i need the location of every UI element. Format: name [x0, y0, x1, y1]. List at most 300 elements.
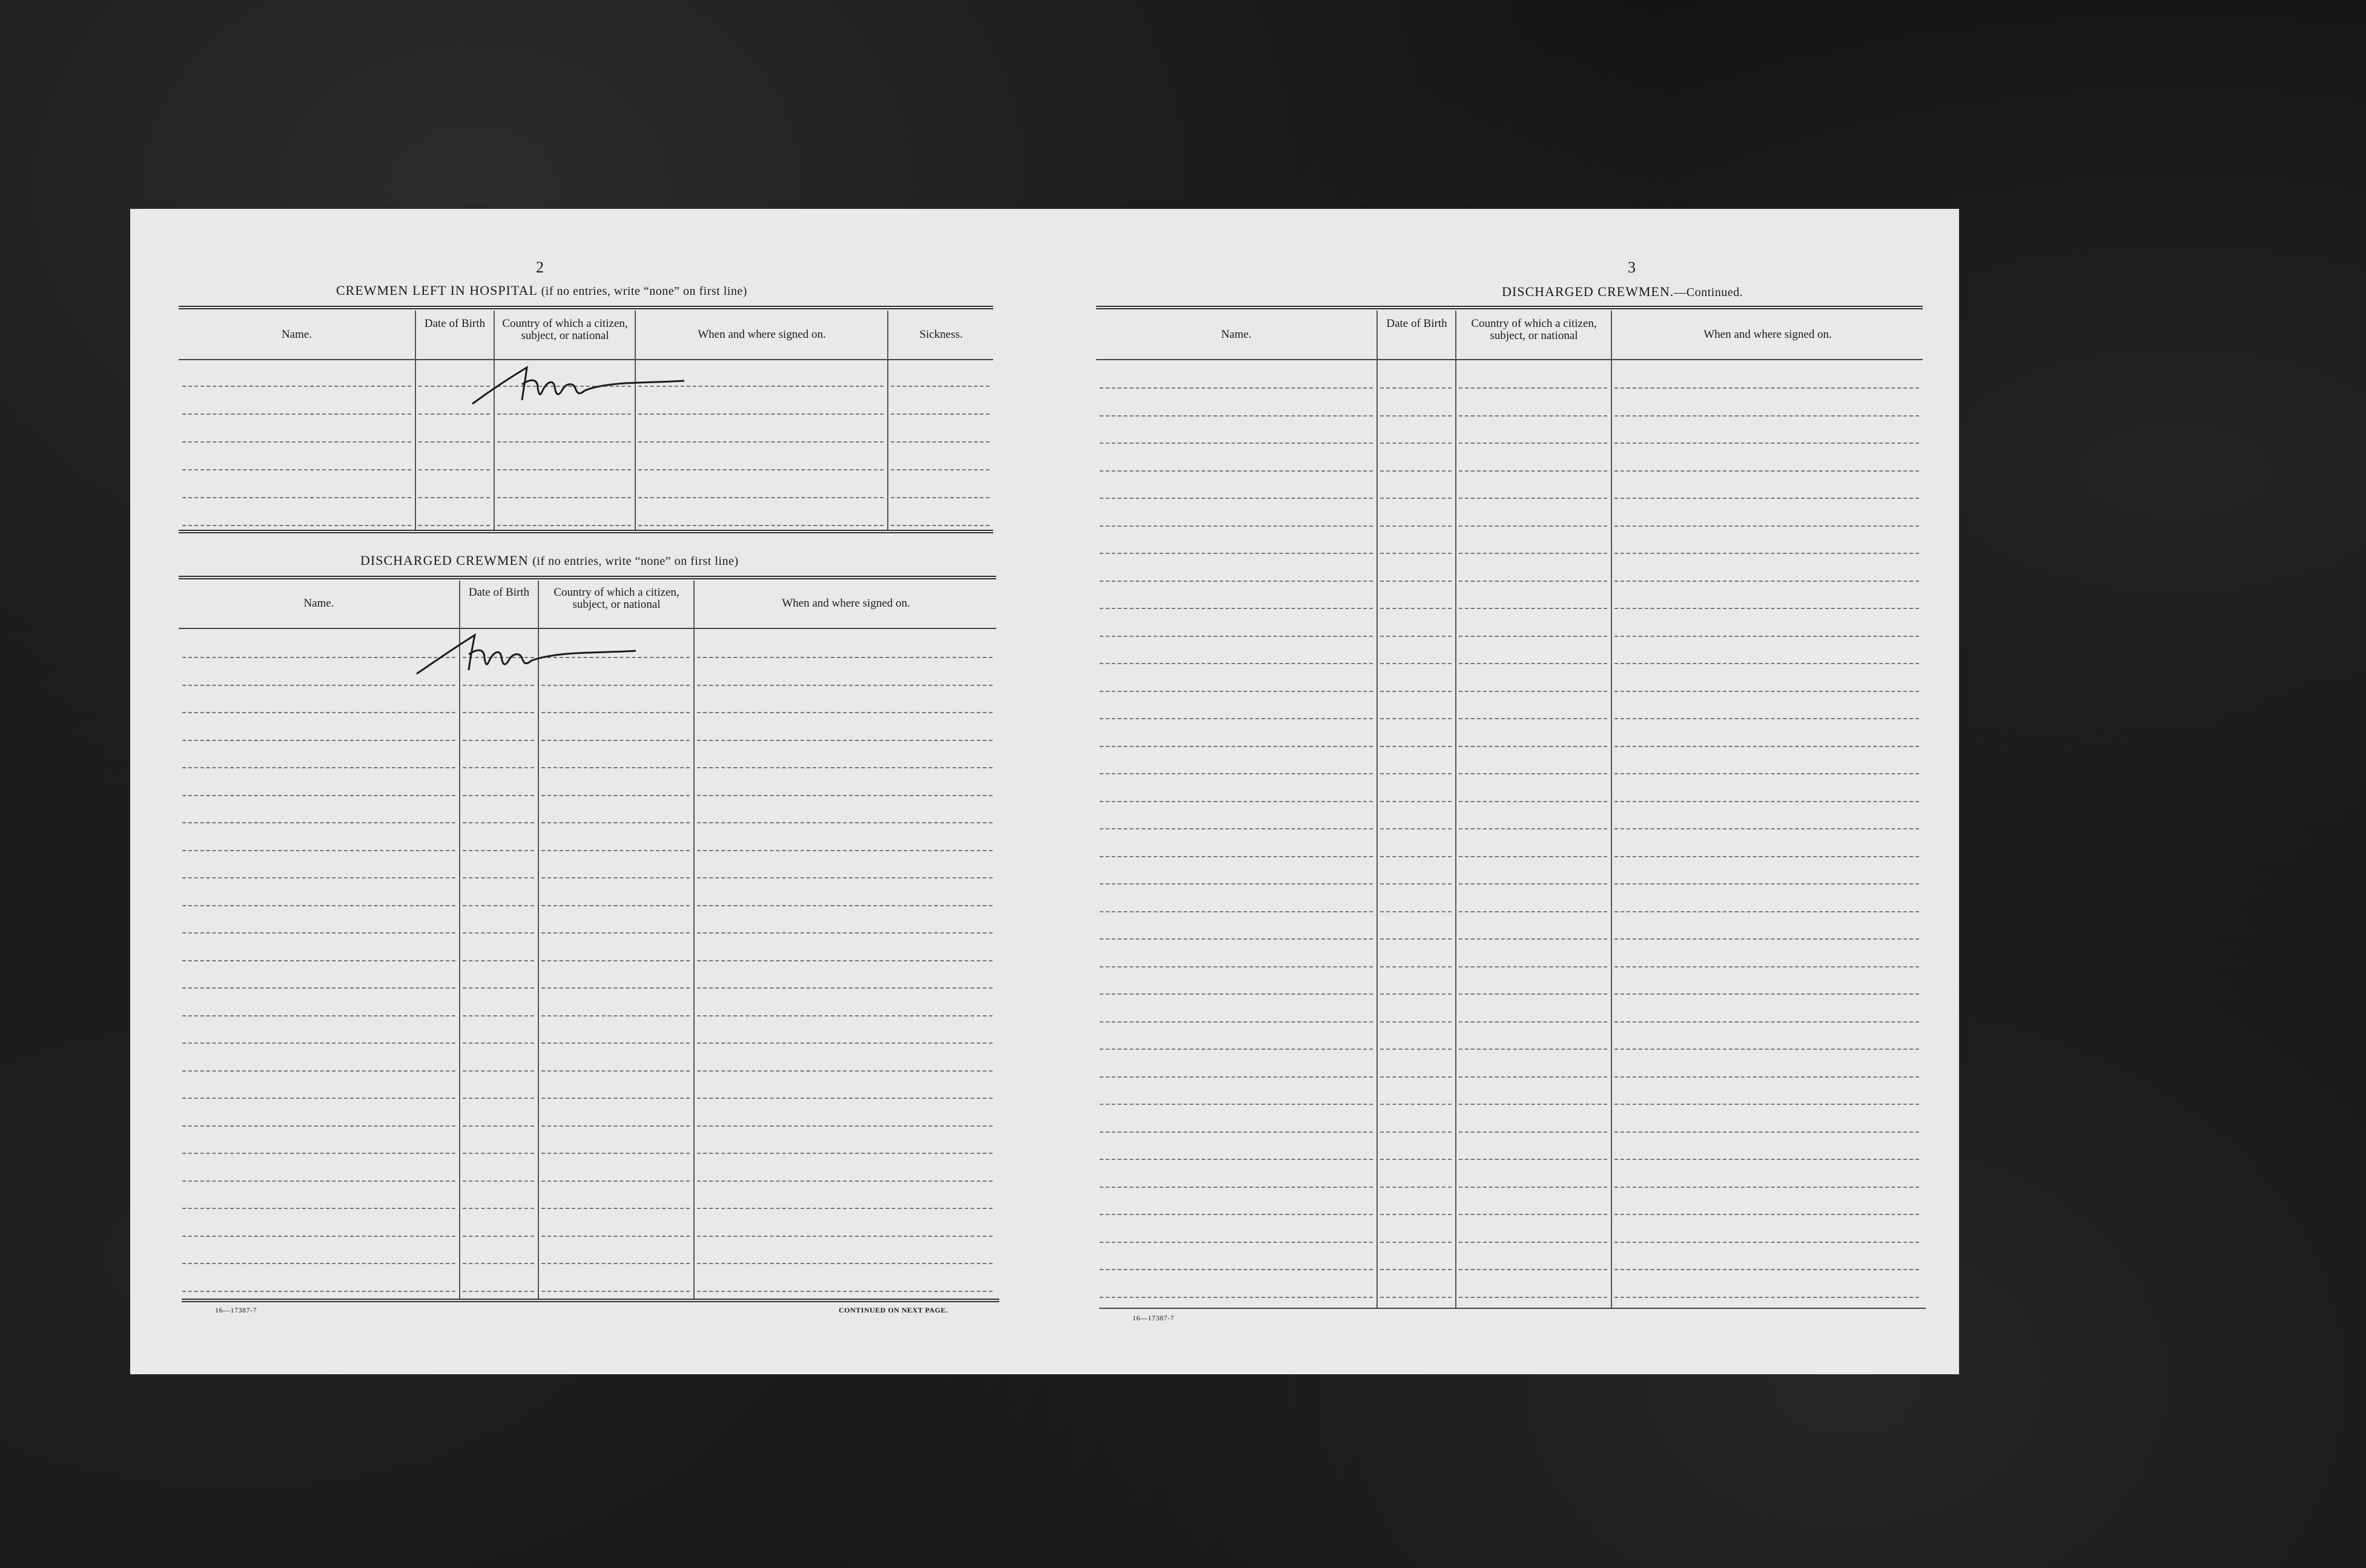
discharged-title-main: DISCHARGED CREWMEN	[360, 553, 529, 568]
right-col-divider	[1376, 311, 1378, 1308]
entry-line	[541, 1098, 690, 1099]
entry-line	[891, 525, 990, 526]
right-title-suffix: —Continued.	[1674, 286, 1743, 299]
entry-line	[1380, 1187, 1452, 1188]
entry-line	[463, 1236, 534, 1237]
entry-line	[1100, 1021, 1373, 1023]
entry-line	[1100, 911, 1373, 912]
entry-line	[697, 932, 993, 934]
entry-line	[1380, 938, 1452, 940]
entry-line	[1380, 993, 1452, 995]
entry-line	[1459, 1132, 1607, 1133]
entry-line	[697, 1098, 993, 1099]
entry-line	[1100, 993, 1373, 995]
entry-line	[1100, 938, 1373, 940]
discharged-col-name: Name.	[303, 597, 334, 610]
entry-line	[697, 960, 993, 961]
entry-line	[541, 1291, 690, 1292]
entry-line	[1614, 718, 1919, 719]
entry-line	[1380, 883, 1452, 884]
entry-line	[1100, 581, 1373, 582]
entry-line	[638, 441, 884, 443]
entry-line	[182, 497, 411, 498]
entry-line	[1614, 938, 1919, 940]
entry-line	[1100, 608, 1373, 609]
right-col-signed-on: When and where signed on.	[1703, 328, 1832, 341]
entry-line	[1614, 387, 1919, 389]
right-header-rule	[1096, 359, 1923, 360]
entry-line	[182, 877, 455, 878]
entry-line	[1459, 938, 1607, 940]
entry-line	[697, 1208, 993, 1209]
form-sheet	[130, 209, 1959, 1374]
entry-line	[541, 932, 690, 934]
entry-line	[1380, 1132, 1452, 1133]
entry-line	[1100, 525, 1373, 527]
entry-line	[1100, 415, 1373, 417]
entry-line	[541, 767, 690, 768]
entry-line	[541, 1236, 690, 1237]
entry-line	[1380, 966, 1452, 967]
entry-line	[1100, 1132, 1373, 1133]
entry-line	[638, 469, 884, 470]
discharged-col-divider	[693, 581, 695, 1299]
entry-line	[541, 712, 690, 713]
entry-line	[463, 1043, 534, 1044]
entry-line	[1100, 856, 1373, 857]
entry-line	[697, 1015, 993, 1016]
entry-line	[182, 1181, 455, 1182]
entry-line	[697, 685, 993, 686]
entry-line	[1100, 718, 1373, 719]
hospital-section-title	[336, 283, 747, 298]
entry-line	[463, 795, 534, 796]
entry-line	[1614, 663, 1919, 664]
entry-line	[1100, 1049, 1373, 1050]
hospital-col-sickness: Sickness.	[919, 328, 963, 341]
continued-note: CONTINUED ON NEXT PAGE.	[839, 1306, 948, 1314]
entry-line	[1380, 415, 1452, 417]
entry-line	[541, 1043, 690, 1044]
entry-line	[463, 1098, 534, 1099]
entry-line	[697, 822, 993, 823]
entry-line	[1614, 746, 1919, 747]
entry-line	[541, 822, 690, 823]
entry-line	[1614, 1132, 1919, 1133]
entry-line	[1380, 1242, 1452, 1243]
entry-line	[463, 960, 534, 961]
left-page	[130, 209, 1069, 1374]
entry-line	[182, 1098, 455, 1099]
entry-line	[463, 1015, 534, 1016]
entry-line	[497, 469, 631, 470]
page-number-left: 2	[536, 259, 544, 276]
entry-line	[1459, 1159, 1607, 1160]
entry-line	[463, 740, 534, 741]
entry-line	[1459, 387, 1607, 389]
entry-line	[182, 1015, 455, 1016]
entry-line	[463, 1125, 534, 1127]
right-page	[1078, 209, 1959, 1374]
entry-line	[1100, 1187, 1373, 1188]
entry-line	[697, 712, 993, 713]
entry-line	[1459, 883, 1607, 884]
entry-line	[1614, 966, 1919, 967]
entry-line	[1459, 966, 1607, 967]
discharged-top-rule	[179, 576, 996, 579]
discharged-bottom-rule	[182, 1299, 999, 1302]
entry-line	[1459, 581, 1607, 582]
right-title-main: DISCHARGED CREWMEN.	[1502, 284, 1674, 299]
entry-line	[182, 386, 411, 387]
entry-line	[697, 1236, 993, 1237]
entry-line	[1380, 387, 1452, 389]
entry-line	[1100, 1214, 1373, 1215]
entry-line	[182, 905, 455, 906]
entry-line	[541, 1181, 690, 1182]
entry-line	[1459, 1269, 1607, 1270]
entry-line	[1614, 1021, 1919, 1023]
entry-line	[541, 987, 690, 989]
entry-line	[541, 960, 690, 961]
entry-line	[541, 1070, 690, 1072]
entry-line	[891, 386, 990, 387]
entry-line	[1459, 746, 1607, 747]
entry-line	[182, 1043, 455, 1044]
entry-line	[182, 740, 455, 741]
entry-line	[1614, 608, 1919, 609]
entry-line	[497, 497, 631, 498]
discharged-col-country: Country of which a citizen, subject, or national	[553, 586, 679, 611]
entry-line	[1459, 1076, 1607, 1078]
entry-line	[182, 1291, 455, 1292]
entry-line	[1380, 1159, 1452, 1160]
entry-line	[418, 441, 490, 443]
entry-line	[541, 1153, 690, 1154]
entry-line	[1614, 691, 1919, 692]
entry-line	[1614, 525, 1919, 527]
entry-line	[1380, 1269, 1452, 1270]
discharged-col-signed-on: When and where signed on.	[782, 597, 910, 610]
entry-line	[1614, 470, 1919, 472]
entry-line	[1459, 993, 1607, 995]
hospital-top-rule	[179, 306, 993, 309]
entry-line	[697, 1153, 993, 1154]
right-col-divider	[1455, 311, 1456, 1308]
entry-line	[697, 740, 993, 741]
entry-line	[182, 712, 455, 713]
entry-line	[1459, 498, 1607, 499]
entry-line	[891, 441, 990, 443]
entry-line	[418, 525, 490, 526]
entry-line	[1380, 773, 1452, 774]
entry-line	[1380, 691, 1452, 692]
entry-line	[541, 1208, 690, 1209]
entry-line	[1100, 470, 1373, 472]
entry-line	[1459, 1187, 1607, 1188]
entry-line	[697, 767, 993, 768]
entry-line	[1614, 636, 1919, 637]
discharged-col-divider	[538, 581, 539, 1299]
entry-line	[1459, 636, 1607, 637]
entry-line	[1459, 525, 1607, 527]
entry-line	[1380, 828, 1452, 829]
entry-line	[541, 850, 690, 851]
entry-line	[1380, 1104, 1452, 1105]
entry-line	[182, 822, 455, 823]
entry-line	[1614, 581, 1919, 582]
entry-line	[1380, 856, 1452, 857]
entry-line	[541, 1263, 690, 1264]
entry-line	[1380, 498, 1452, 499]
entry-line	[1380, 1214, 1452, 1215]
entry-line	[1100, 1159, 1373, 1160]
discharged-none-signature	[412, 627, 642, 681]
hospital-col-country: Country of which a citizen, subject, or national	[502, 317, 628, 342]
entry-line	[1380, 608, 1452, 609]
entry-line	[638, 525, 884, 526]
entry-line	[1459, 1297, 1607, 1298]
entry-line	[182, 960, 455, 961]
entry-line	[1100, 498, 1373, 499]
entry-line	[1380, 1049, 1452, 1050]
entry-line	[1100, 1297, 1373, 1298]
hospital-none-signature	[466, 360, 690, 415]
entry-line	[182, 441, 411, 443]
entry-line	[463, 1291, 534, 1292]
entry-line	[541, 1015, 690, 1016]
entry-line	[1614, 1104, 1919, 1105]
page-number-right: 3	[1628, 259, 1636, 276]
hospital-col-name: Name.	[281, 328, 312, 341]
entry-line	[1459, 470, 1607, 472]
entry-line	[697, 657, 993, 658]
entry-line	[182, 525, 411, 526]
entry-line	[1614, 415, 1919, 417]
right-col-dob: Date of Birth	[1386, 317, 1447, 330]
entry-line	[463, 1070, 534, 1072]
entry-line	[1380, 801, 1452, 802]
entry-line	[1459, 1214, 1607, 1215]
entry-line	[1459, 1242, 1607, 1243]
entry-line	[541, 795, 690, 796]
entry-line	[463, 685, 534, 686]
entry-line	[697, 905, 993, 906]
entry-line	[1100, 883, 1373, 884]
hospital-bottom-rule	[179, 530, 993, 533]
entry-line	[182, 1153, 455, 1154]
entry-line	[1459, 608, 1607, 609]
entry-line	[1614, 883, 1919, 884]
discharged-col-dob: Date of Birth	[468, 586, 530, 599]
entry-line	[182, 987, 455, 989]
entry-line	[1459, 718, 1607, 719]
entry-line	[1459, 553, 1607, 554]
entry-line	[1614, 993, 1919, 995]
right-col-name: Name.	[1221, 328, 1252, 341]
entry-line	[1100, 387, 1373, 389]
entry-line	[697, 1125, 993, 1127]
entry-line	[697, 1181, 993, 1182]
entry-line	[1100, 801, 1373, 802]
entry-line	[182, 767, 455, 768]
entry-line	[697, 850, 993, 851]
form-number-right: 16—17387-7	[1132, 1314, 1174, 1322]
entry-line	[1614, 828, 1919, 829]
discharged-col-divider	[459, 581, 460, 1299]
entry-line	[1614, 1297, 1919, 1298]
entry-line	[1614, 911, 1919, 912]
entry-line	[182, 795, 455, 796]
entry-line	[497, 525, 631, 526]
hospital-title-subtitle: (if no entries, write “none” on first line)	[541, 285, 747, 298]
entry-line	[463, 850, 534, 851]
entry-line	[182, 1070, 455, 1072]
hospital-col-dob: Date of Birth	[424, 317, 486, 330]
hospital-title-main: CREWMEN LEFT IN HOSPITAL	[336, 283, 538, 298]
entry-line	[1459, 443, 1607, 444]
entry-line	[1459, 828, 1607, 829]
entry-line	[463, 1181, 534, 1182]
entry-line	[1614, 443, 1919, 444]
right-top-rule	[1096, 306, 1923, 309]
entry-line	[1614, 1214, 1919, 1215]
entry-line	[1380, 663, 1452, 664]
entry-line	[497, 441, 631, 443]
entry-line	[697, 987, 993, 989]
entry-line	[1380, 911, 1452, 912]
entry-line	[1459, 773, 1607, 774]
entry-line	[1100, 636, 1373, 637]
entry-line	[1100, 663, 1373, 664]
entry-line	[182, 1125, 455, 1127]
entry-line	[1459, 1049, 1607, 1050]
entry-line	[1614, 1269, 1919, 1270]
right-col-country: Country of which a citizen, subject, or national	[1471, 317, 1597, 342]
hospital-col-divider	[494, 311, 495, 530]
entry-line	[1380, 1076, 1452, 1078]
entry-line	[697, 1043, 993, 1044]
hospital-col-signed-on: When and where signed on.	[698, 328, 826, 341]
entry-line	[463, 767, 534, 768]
entry-line	[463, 822, 534, 823]
entry-line	[1614, 1076, 1919, 1078]
entry-line	[1100, 1104, 1373, 1105]
entry-line	[1100, 828, 1373, 829]
entry-line	[1459, 801, 1607, 802]
entry-line	[182, 469, 411, 470]
entry-line	[1100, 966, 1373, 967]
entry-line	[1459, 1021, 1607, 1023]
entry-line	[463, 932, 534, 934]
entry-line	[1459, 663, 1607, 664]
hospital-col-divider	[887, 311, 888, 530]
entry-line	[541, 905, 690, 906]
form-number-left: 16—17387-7	[215, 1306, 257, 1314]
entry-line	[541, 1125, 690, 1127]
entry-line	[182, 1208, 455, 1209]
entry-line	[1380, 553, 1452, 554]
entry-line	[182, 932, 455, 934]
entry-line	[1380, 746, 1452, 747]
entry-line	[638, 497, 884, 498]
right-bottom-rule	[1099, 1308, 1926, 1309]
entry-line	[463, 1263, 534, 1264]
entry-line	[182, 850, 455, 851]
entry-line	[418, 469, 490, 470]
entry-line	[463, 877, 534, 878]
entry-line	[1100, 773, 1373, 774]
entry-line	[1614, 1187, 1919, 1188]
entry-line	[697, 1291, 993, 1292]
entry-line	[418, 497, 490, 498]
right-section-title	[1502, 284, 1743, 300]
entry-line	[1100, 1269, 1373, 1270]
entry-line	[891, 497, 990, 498]
entry-line	[1459, 856, 1607, 857]
entry-line	[697, 1263, 993, 1264]
entry-line	[541, 877, 690, 878]
entry-line	[1380, 443, 1452, 444]
entry-line	[891, 413, 990, 415]
entry-line	[1380, 718, 1452, 719]
entry-line	[463, 987, 534, 989]
discharged-title-subtitle: (if no entries, write “none” on first line)	[532, 555, 739, 568]
hospital-col-divider	[415, 311, 416, 530]
entry-line	[1100, 553, 1373, 554]
entry-line	[1614, 1159, 1919, 1160]
entry-line	[1100, 691, 1373, 692]
entry-line	[1380, 470, 1452, 472]
entry-line	[463, 1208, 534, 1209]
entry-line	[541, 740, 690, 741]
entry-line	[1100, 443, 1373, 444]
entry-line	[182, 685, 455, 686]
entry-line	[1380, 636, 1452, 637]
entry-line	[1614, 856, 1919, 857]
entry-line	[697, 877, 993, 878]
entry-line	[1614, 553, 1919, 554]
entry-line	[1614, 1242, 1919, 1243]
entry-line	[1380, 1297, 1452, 1298]
entry-line	[1614, 773, 1919, 774]
entry-line	[1100, 1076, 1373, 1078]
entry-line	[182, 1263, 455, 1264]
discharged-section-title	[360, 553, 739, 568]
entry-line	[1459, 415, 1607, 417]
right-col-divider	[1611, 311, 1612, 1308]
entry-line	[697, 1070, 993, 1072]
entry-line	[463, 712, 534, 713]
entry-line	[541, 685, 690, 686]
entry-line	[463, 905, 534, 906]
entry-line	[182, 1236, 455, 1237]
entry-line	[1459, 911, 1607, 912]
entry-line	[1380, 581, 1452, 582]
entry-line	[1100, 746, 1373, 747]
entry-line	[182, 413, 411, 415]
entry-line	[1380, 525, 1452, 527]
entry-line	[1614, 801, 1919, 802]
entry-line	[1380, 1021, 1452, 1023]
entry-line	[463, 1153, 534, 1154]
entry-line	[1614, 498, 1919, 499]
entry-line	[1100, 1242, 1373, 1243]
entry-line	[1459, 691, 1607, 692]
entry-line	[891, 469, 990, 470]
hospital-col-divider	[635, 311, 636, 530]
entry-line	[1459, 1104, 1607, 1105]
